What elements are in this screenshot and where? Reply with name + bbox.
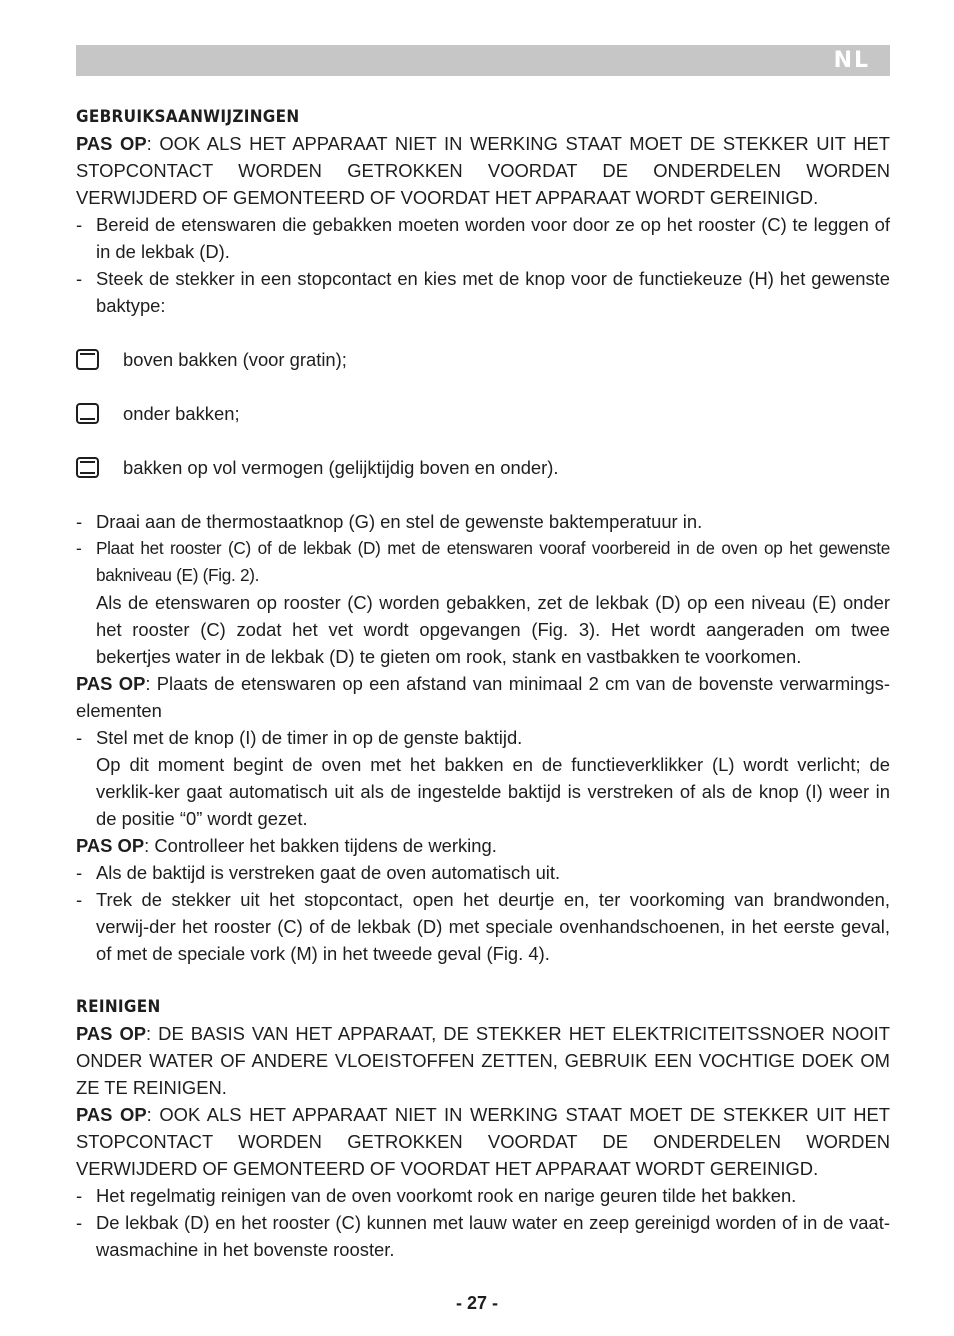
warning-text: : OOK ALS HET APPARAAT NIET IN WERKING STAAT MOET DE STEKKER UIT HET STOPCONTACT WORDEN GETROKKEN VOORDAT DE ONDERDELEN WORDEN VERWIJDERD OF GEMONTEERD OF VOORDAT HET APPARAAT WORDT GEREINIGD.	[76, 1104, 890, 1179]
warning-label: PAS OP	[76, 1104, 147, 1125]
cleaning-steps-list	[76, 1182, 890, 1263]
warning-paragraph	[76, 130, 890, 211]
document-body	[76, 104, 890, 1263]
usage-steps-list	[76, 211, 890, 319]
warning-text: : DE BASIS VAN HET APPARAAT, DE STEKKER HET ELEKTRICITEITSSNOER NOOIT ONDER WATER OF ANDERE VLOEISTOFFEN ZETTEN, GEBRUIK EEN VOCHTIGE DOEK OM ZE TE REINIGEN.	[76, 1023, 890, 1098]
usage-steps-list-4	[76, 859, 890, 967]
warning-paragraph	[76, 1020, 890, 1101]
full-heat-icon	[76, 457, 99, 478]
list-item: - Het regelmatig reinigen van de oven voorkomt rook en narige geuren tilde het bakken.	[76, 1182, 890, 1209]
mode-label: boven bakken (voor gratin);	[123, 349, 347, 370]
list-item: - Bereid de etenswaren die gebakken moeten worden voor door ze op het rooster (C) te leggen of in de lekbak (D).	[76, 211, 890, 265]
list-item: - Als de baktijd is verstreken gaat de oven automatisch uit.	[76, 859, 890, 886]
usage-steps-list-3	[76, 724, 890, 751]
top-heat-icon	[76, 349, 99, 370]
step-subparagraph: Op dit moment begint de oven met het bakken en de functieverklikker (L) wordt verlicht; de verklik-ker gaat automatisch uit als de ingestelde baktijd is verstreken of als de knop (I) weer in de positie “0” wordt gezet.	[96, 754, 890, 829]
list-item: - De lekbak (D) en het rooster (C) kunnen met lauw water en zeep gereinigd worden of in de vaat-wasmachine in het bovenste rooster.	[76, 1209, 890, 1263]
list-item: - Draai aan de thermostaatknop (G) en stel de gewenste baktemperatuur in.	[76, 508, 890, 535]
language-code: NL	[833, 48, 870, 73]
mode-label: bakken op vol vermogen (gelijktijdig boven en onder).	[123, 457, 559, 478]
warning-text: : OOK ALS HET APPARAAT NIET IN WERKING STAAT MOET DE STEKKER UIT HET STOPCONTACT WORDEN GETROKKEN VOORDAT DE ONDERDELEN WORDEN VERWIJDERD OF GEMONTEERD OF VOORDAT HET APPARAAT WORDT GEREINIGD.	[76, 133, 890, 208]
note-text: : Plaats de etenswaren op een afstand van minimaal 2 cm van de bovenste verwarmings-elementen	[76, 673, 890, 721]
list-item: - Trek de stekker uit het stopcontact, open het deurtje en, ter voorkoming van brandwonden, verwij-der het rooster (C) of de lekbak (D) met speciale ovenhandschoenen, in het eerste geval, of met de speciale vork (M) in het tweede geval (Fig. 4).	[76, 886, 890, 967]
section-title-usage: GEBRUIKSAANWIJZINGEN	[76, 107, 300, 127]
warning-label: PAS OP	[76, 1023, 147, 1044]
note-label: PAS OP	[76, 835, 145, 856]
note-text: : Controlleer het bakken tijdens de werking.	[144, 835, 497, 856]
mode-row-top-heat	[76, 346, 890, 373]
page-number: - 27 -	[455, 1293, 498, 1313]
list-item: - Stel met de knop (I) de timer in op de genste baktijd.	[76, 724, 890, 751]
list-item: - Plaat het rooster (C) of de lekbak (D) met de etenswaren vooraf voorbereid in de oven op het gewenste bakniveau (E) (Fig. 2).	[76, 535, 890, 589]
section-title-cleaning: REINIGEN	[76, 997, 161, 1017]
warning-label: PAS OP	[76, 133, 147, 154]
mode-row-full-heat	[76, 454, 890, 481]
step-subparagraph: Als de etenswaren op rooster (C) worden gebakken, zet de lekbak (D) op een niveau (E) onder het rooster (C) zodat het vet wordt opgevangen (Fig. 3). Het wordt aangeraden om twee bekertjes water in de lekbak (D) te gieten om rook, stank en vastbakken te voorkomen.	[96, 592, 890, 667]
note-paragraph	[76, 670, 890, 724]
mode-row-bottom-heat	[76, 400, 890, 427]
note-label: PAS OP	[76, 673, 146, 694]
note-paragraph	[76, 832, 890, 859]
bottom-heat-icon	[76, 403, 99, 424]
usage-steps-list-2	[76, 508, 890, 589]
mode-label: onder bakken;	[123, 403, 240, 424]
language-header-bar	[76, 45, 890, 76]
warning-paragraph	[76, 1101, 890, 1182]
list-item: - Steek de stekker in een stopcontact en kies met de knop voor de functiekeuze (H) het gewenste baktype:	[76, 265, 890, 319]
